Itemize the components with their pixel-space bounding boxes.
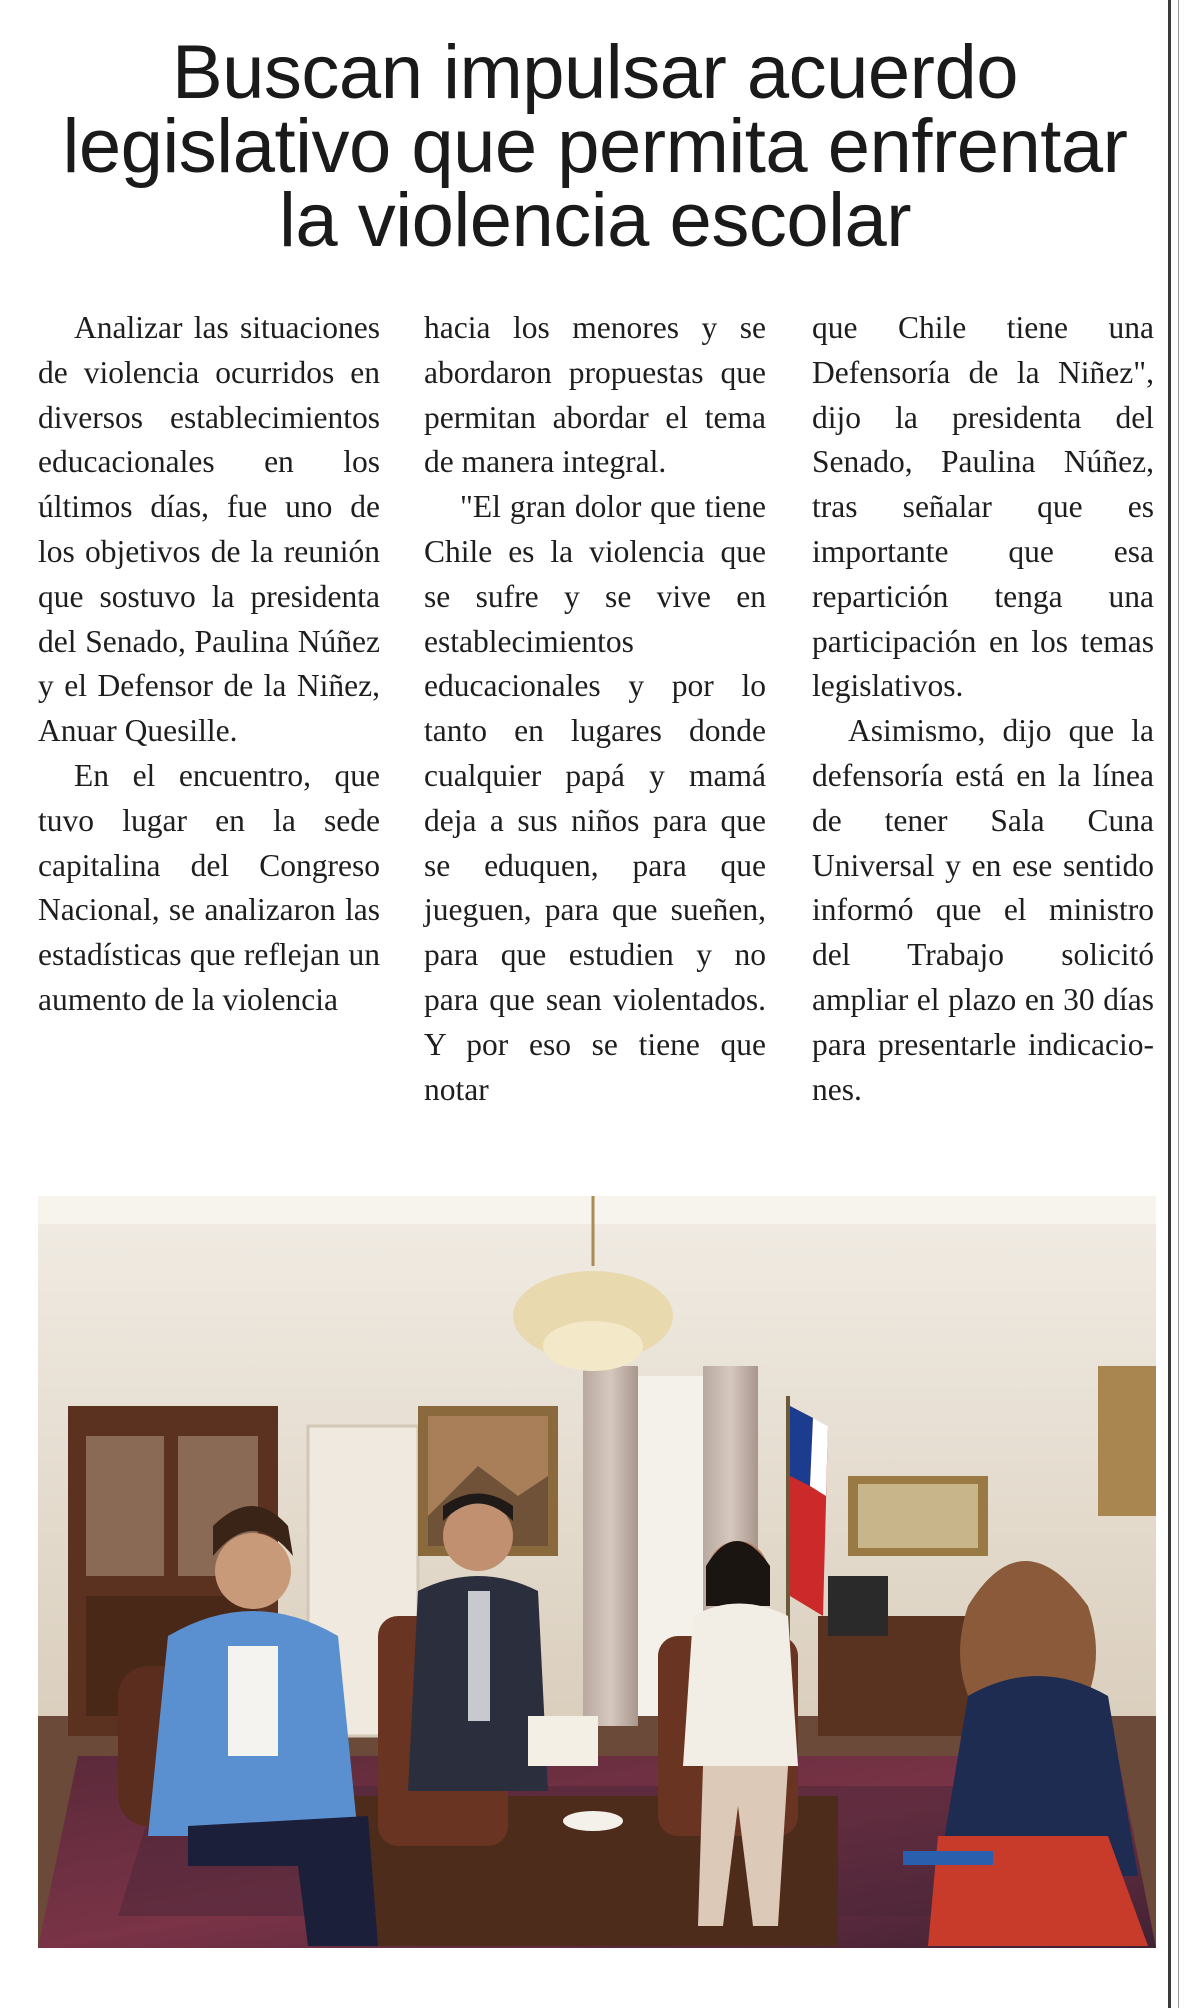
paragraph: En el encuentro, que tuvo lugar en la sede capitalina del Congreso Nacional, se analizaron las estadísticas que reflejan un aumento de la violencia <box>38 757 380 1017</box>
page-edge-rule-thin <box>1178 0 1179 2008</box>
paragraph: Analizar las situaciones de violencia ocurridos en diversos establecimientos educacionales en los últimos días, fue uno de los objetivos de la reunión que sostuvo la presidenta del Senado, Paulina Núñez y el Defensor de la Niñez, Anuar Quesille. <box>38 310 380 749</box>
meeting-photo-illustration <box>38 1196 1156 1948</box>
article-column-1 <box>38 306 380 1023</box>
paragraph: "El gran dolor que tiene Chile es la violencia que se sufre y se vive en establecimientos educacionales y por lo tanto en lugares donde cualquier papá y mamá deja a sus niños para que se eduquen, para que jueguen, para que sueñen, para que estudien y no para que sean violentados. Y por eso se tiene que notar <box>424 489 766 1107</box>
paragraph: Asimismo, dijo que la defensoría está en la línea de tener Sala Cuna Universal y en ese sentido informó que el ministro del Trabajo solicitó ampliar el plazo en 30 días para presentarle indicaciones. <box>812 713 1154 1107</box>
article-headline: Buscan impulsar acuerdo legislativo que permita enfrentar la violencia escolar <box>62 30 1128 263</box>
article-column-3 <box>812 306 1154 1112</box>
meeting-photo <box>38 1196 1156 1948</box>
paragraph: hacia los menores y se abordaron propuestas que permitan abordar el tema de manera integral. <box>424 310 766 480</box>
paragraph: que Chile tiene una Defensoría de la Niñez", dijo la presidenta del Senado, Paulina Núñez, tras señalar que es importante que esa repartición tenga una participación en los temas legislativos. <box>812 310 1154 704</box>
page-edge-rule <box>1168 0 1171 2008</box>
article-column-2 <box>424 306 766 1112</box>
